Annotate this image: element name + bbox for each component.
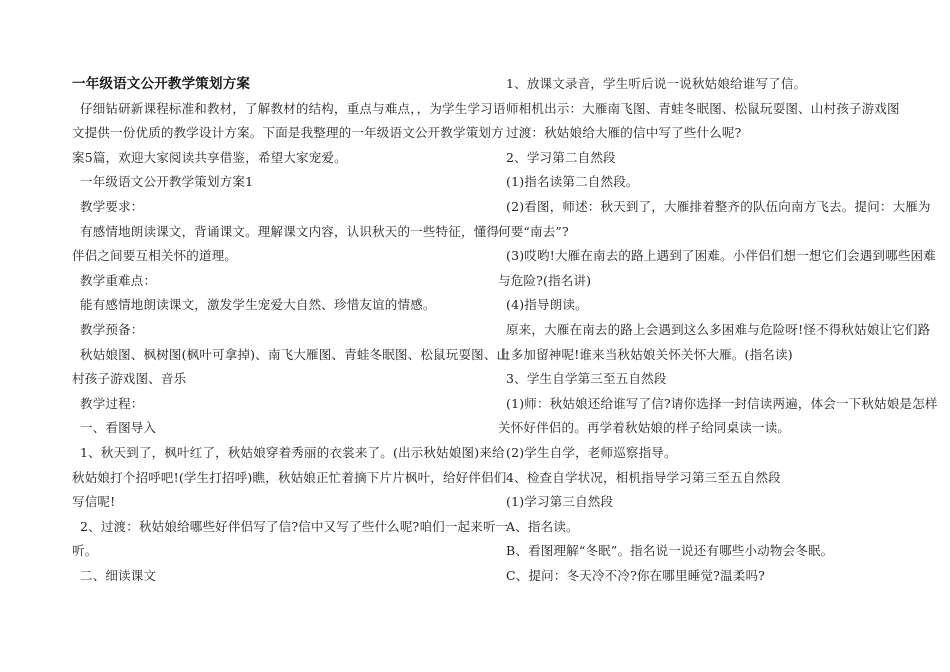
paragraph-line: 秋姑娘打个招呼吧!(学生打招呼)瞧，秋姑娘正忙着摘下片片枫叶，给好伴侣们 [72, 469, 507, 485]
paragraph-line: C、提问：冬天冷不冷?你在哪里睡觉?温柔吗? [506, 567, 766, 583]
paragraph-line: 关怀好伴侣的。再学着秋姑娘的样子给同桌读一读。 [498, 420, 791, 436]
step-heading: 二、细读课文 [80, 567, 157, 583]
subheading: 教学重难点： [80, 272, 157, 288]
left-column [72, 72, 510, 588]
document-title: 一年级语文公开教学策划方案 [72, 76, 251, 92]
paragraph-line: 1、秋天到了，枫叶红了，秋姑娘穿着秀丽的衣裳来了。(出示秋姑娘图)来给 [80, 444, 505, 460]
paragraph-line: (1)学习第三自然段 [506, 494, 614, 510]
paragraph-line: 村孩子游戏图、音乐 [72, 371, 187, 387]
step-heading: 2、学习第二自然段 [506, 149, 616, 165]
paragraph-line: 有感情地朗读课文，背诵课文。理解课文内容，认识秋天的一些特征，懂得 [80, 223, 500, 239]
paragraph-line: (3)哎哟!大雁在南去的路上遇到了困难。小伴侣们想一想它们会遇到哪些困难 [506, 248, 936, 264]
paragraph-line: 伴侣之间要互相关怀的道理。 [72, 248, 238, 264]
paragraph-line: 何要“南去”? [498, 223, 569, 239]
intro-paragraph-line: 案5篇，欢迎大家阅读共享借鉴，希望大家宠爱。 [72, 149, 347, 165]
paragraph-line: (4)指导朗读。 [506, 297, 588, 313]
right-column [498, 72, 938, 588]
paragraph-line: 写信呢! [72, 494, 116, 510]
paragraph-line: 2、过渡：秋姑娘给哪些好伴侣写了信?信中又写了些什么呢?咱们一起来听一 [80, 518, 509, 534]
paragraph-line: 师相机出示：大雁南飞图、青蛙冬眠图、松鼠玩耍图、山村孩子游戏图 [506, 100, 900, 116]
subheading: 教学要求： [80, 198, 144, 214]
paragraph-line: (2)看图，师述：秋天到了，大雁排着整齐的队伍向南方飞去。提问：大雁为 [506, 198, 931, 214]
step-heading: 3、学生自学第三至五自然段 [506, 371, 667, 387]
paragraph-line: (1)指名读第二自然段。 [506, 174, 639, 190]
paragraph-line: (1)师：秋姑娘还给谁写了信?请你选择一封信读两遍，体会一下秋姑娘是怎样 [506, 395, 938, 411]
paragraph-line: B、看图理解“冬眠”。指名说一说还有哪些小动物会冬眠。 [506, 543, 834, 559]
paragraph-line: 听。 [72, 543, 98, 559]
paragraph-line: 能有感情地朗读课文，激发学生宠爱大自然、珍惜友谊的情感。 [80, 297, 436, 313]
subheading: 教学预备： [80, 321, 144, 337]
step-heading: 一、看图导入 [80, 420, 157, 436]
step-heading: 4、检查自学状况，相机指导学习第三至五自然段 [506, 469, 781, 485]
intro-paragraph-line: 文提供一份优质的教学设计方案。下面是我整理的一年级语文公开教学策划方 [72, 125, 504, 141]
paragraph-line: A、指名读。 [506, 518, 579, 534]
paragraph-line: 与危险?(指名讲) [498, 272, 592, 288]
paragraph-line: 1、放课文录音，学生听后说一说秋姑娘给谁写了信。 [506, 76, 807, 91]
section-heading: 一年级语文公开教学策划方案1 [80, 174, 254, 190]
paragraph-line: 上多加留神呢!谁来当秋姑娘关怀关怀大雁。(指名读) [498, 346, 793, 362]
paragraph-line: 过渡：秋姑娘给大雁的信中写了些什么呢? [506, 125, 742, 141]
intro-paragraph-line: 仔细钻研新课程标准和教材，了解教材的结构，重点与难点，，为学生学习语 [80, 100, 506, 116]
subheading: 教学过程： [80, 395, 144, 411]
paragraph-line: 秋姑娘图、枫树图(枫叶可拿掉)、南飞大雁图、青蛙冬眠图、松鼠玩耍图、山 [80, 346, 510, 362]
paragraph-line: (2)学生自学，老师巡察指导。 [506, 444, 677, 460]
paragraph-line: 原来，大雁在南去的路上会遇到这么多困难与危险呀!怪不得秋姑娘让它们路 [506, 321, 931, 337]
